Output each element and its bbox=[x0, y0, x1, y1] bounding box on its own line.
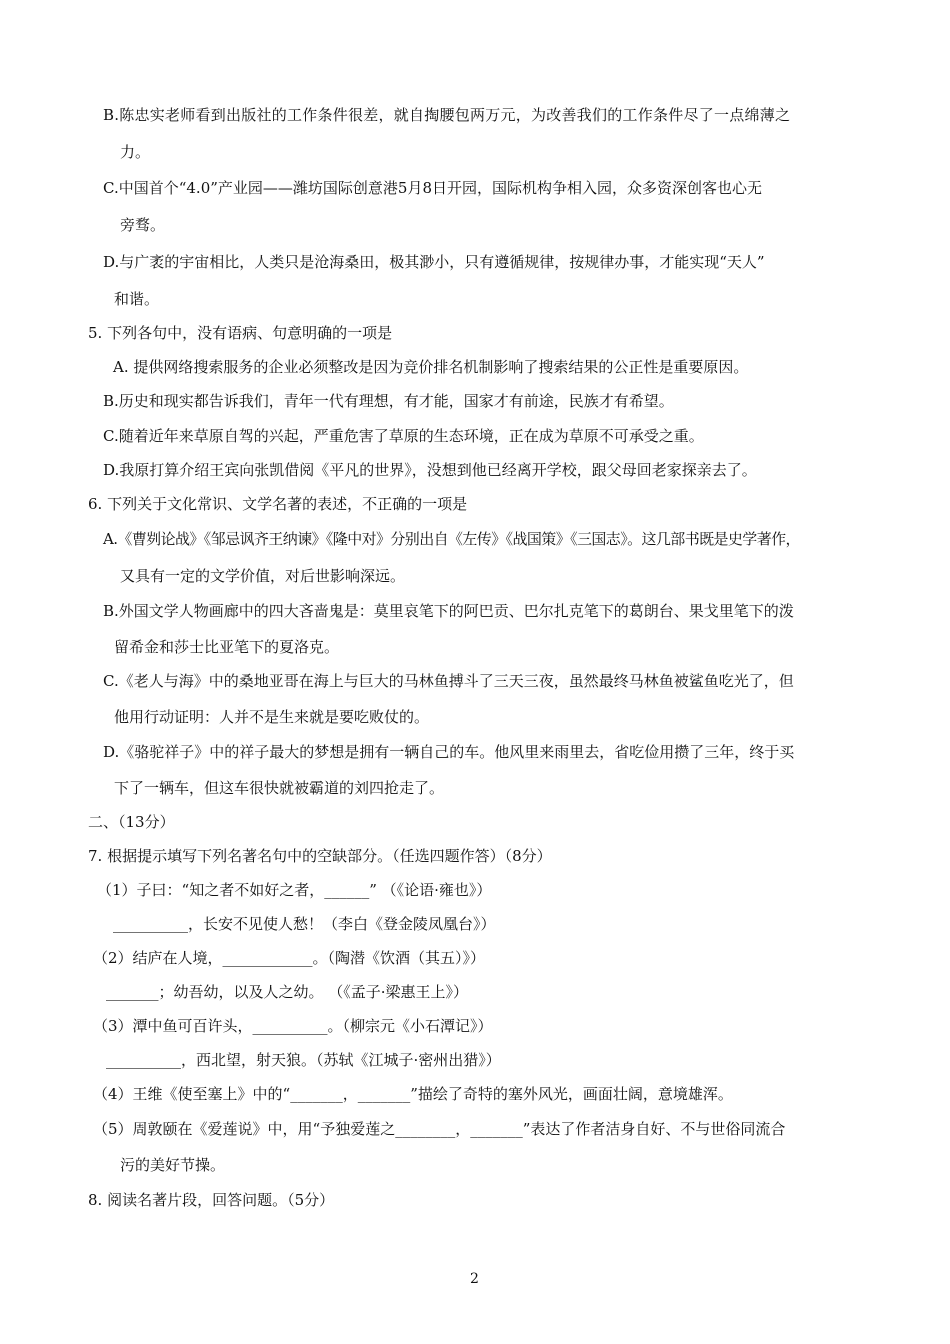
q7-item-5-line2: 污的美好节操。 bbox=[120, 1156, 226, 1174]
q6-option-a-line1: A.《曹刿论战》《邹忌讽齐王纳谏》《隆中对》分别出自《左传》《战国策》《三国志》。这几部书既是史学著作， bbox=[103, 530, 800, 548]
question-5: 5. 下列各句中，没有语病、句意明确的一项是 bbox=[88, 324, 393, 342]
question-7: 7. 根据提示填写下列名著名句中的空缺部分。（任选四题作答）（8分） bbox=[88, 847, 552, 865]
section-two-heading: 二、（13分） bbox=[88, 813, 175, 831]
question-8: 8. 阅读名著片段，回答问题。（5分） bbox=[88, 1191, 335, 1209]
q6-option-c-line1: C.《老人与海》中的桑地亚哥在海上与巨大的马林鱼搏斗了三天三夜，虽然最终马林鱼被鲨鱼吃光了，但 bbox=[103, 672, 794, 690]
page-number: 2 bbox=[470, 1271, 479, 1287]
option-c-line2: 旁骛。 bbox=[120, 216, 166, 234]
q7-item-1a: （1）子曰：“知之者不如好之者，______” （《论语·雍也》） bbox=[97, 881, 492, 899]
q7-item-2b: _______；幼吾幼，以及人之幼。 （《孟子·梁惠王上》） bbox=[106, 983, 469, 1001]
q7-item-4: （4）王维《使至塞上》中的“_______，_______”描绘了奇特的塞外风光，画面壮阔，意境雄浑。 bbox=[93, 1085, 733, 1103]
q5-option-b: B.历史和现实都告诉我们，青年一代有理想，有才能，国家才有前途，民族才有希望。 bbox=[103, 392, 674, 410]
option-d-line2: 和谐。 bbox=[114, 290, 160, 308]
q7-item-3b: __________，西北望，射天狼。（苏轼《江城子·密州出猎》） bbox=[106, 1051, 501, 1069]
option-c-line1: C.中国首个“4.0”产业园——潍坊国际创意港5月8日开园，国际机构争相入园，众多资深创客也心无 bbox=[103, 179, 762, 197]
q7-item-5-line1: （5）周敦颐在《爱莲说》中，用“予独爱莲之________，_______”表达了作者洁身自好、不与世俗同流合 bbox=[93, 1120, 786, 1138]
q6-option-d-line1: D.《骆驼祥子》中的祥子最大的梦想是拥有一辆自己的车。他风里来雨里去，省吃俭用攒了三年，终于买 bbox=[103, 743, 795, 761]
q5-option-a: A. 提供网络搜索服务的企业必须整改是因为竞价排名机制影响了搜索结果的公正性是重要原因。 bbox=[113, 358, 749, 376]
q6-option-d-line2: 下了一辆车，但这车很快就被霸道的刘四抢走了。 bbox=[114, 779, 445, 797]
q6-option-c-line2: 他用行动证明：人并不是生来就是要吃败仗的。 bbox=[114, 708, 430, 726]
q5-option-c: C.随着近年来草原自驾的兴起，严重危害了草原的生态环境，正在成为草原不可承受之重。 bbox=[103, 427, 704, 445]
option-b-line2: 力。 bbox=[120, 143, 151, 161]
q6-option-b-line2: 留希金和莎士比亚笔下的夏洛克。 bbox=[114, 638, 340, 656]
question-6: 6. 下列关于文化常识、文学名著的表述，不正确的一项是 bbox=[88, 495, 468, 513]
q7-item-1b: __________，长安不见使人愁！（李白《登金陵凤凰台》） bbox=[113, 915, 496, 933]
q6-option-b-line1: B.外国文学人物画廊中的四大吝啬鬼是：莫里哀笔下的阿巴贡、巴尔扎克笔下的葛朗台、果戈里笔下的泼 bbox=[103, 602, 794, 620]
q5-option-d: D.我原打算介绍王宾向张凯借阅《平凡的世界》，没想到他已经离开学校，跟父母回老家探亲去了。 bbox=[103, 461, 757, 479]
q6-option-a-line2: 又具有一定的文学价值，对后世影响深远。 bbox=[120, 567, 406, 585]
option-d-line1: D.与广袤的宇宙相比，人类只是沧海桑田，极其渺小，只有遵循规律，按规律办事，才能实现“天人” bbox=[103, 253, 765, 271]
q7-item-2a: （2）结庐在人境，____________。（陶潜《饮酒（其五）》） bbox=[93, 949, 486, 967]
option-b-line1: B.陈忠实老师看到出版社的工作条件很差，就自掏腰包两万元，为改善我们的工作条件尽了一点绵薄之 bbox=[103, 106, 791, 124]
q7-item-3a: （3）潭中鱼可百许头，__________。（柳宗元《小石潭记》） bbox=[93, 1017, 493, 1035]
